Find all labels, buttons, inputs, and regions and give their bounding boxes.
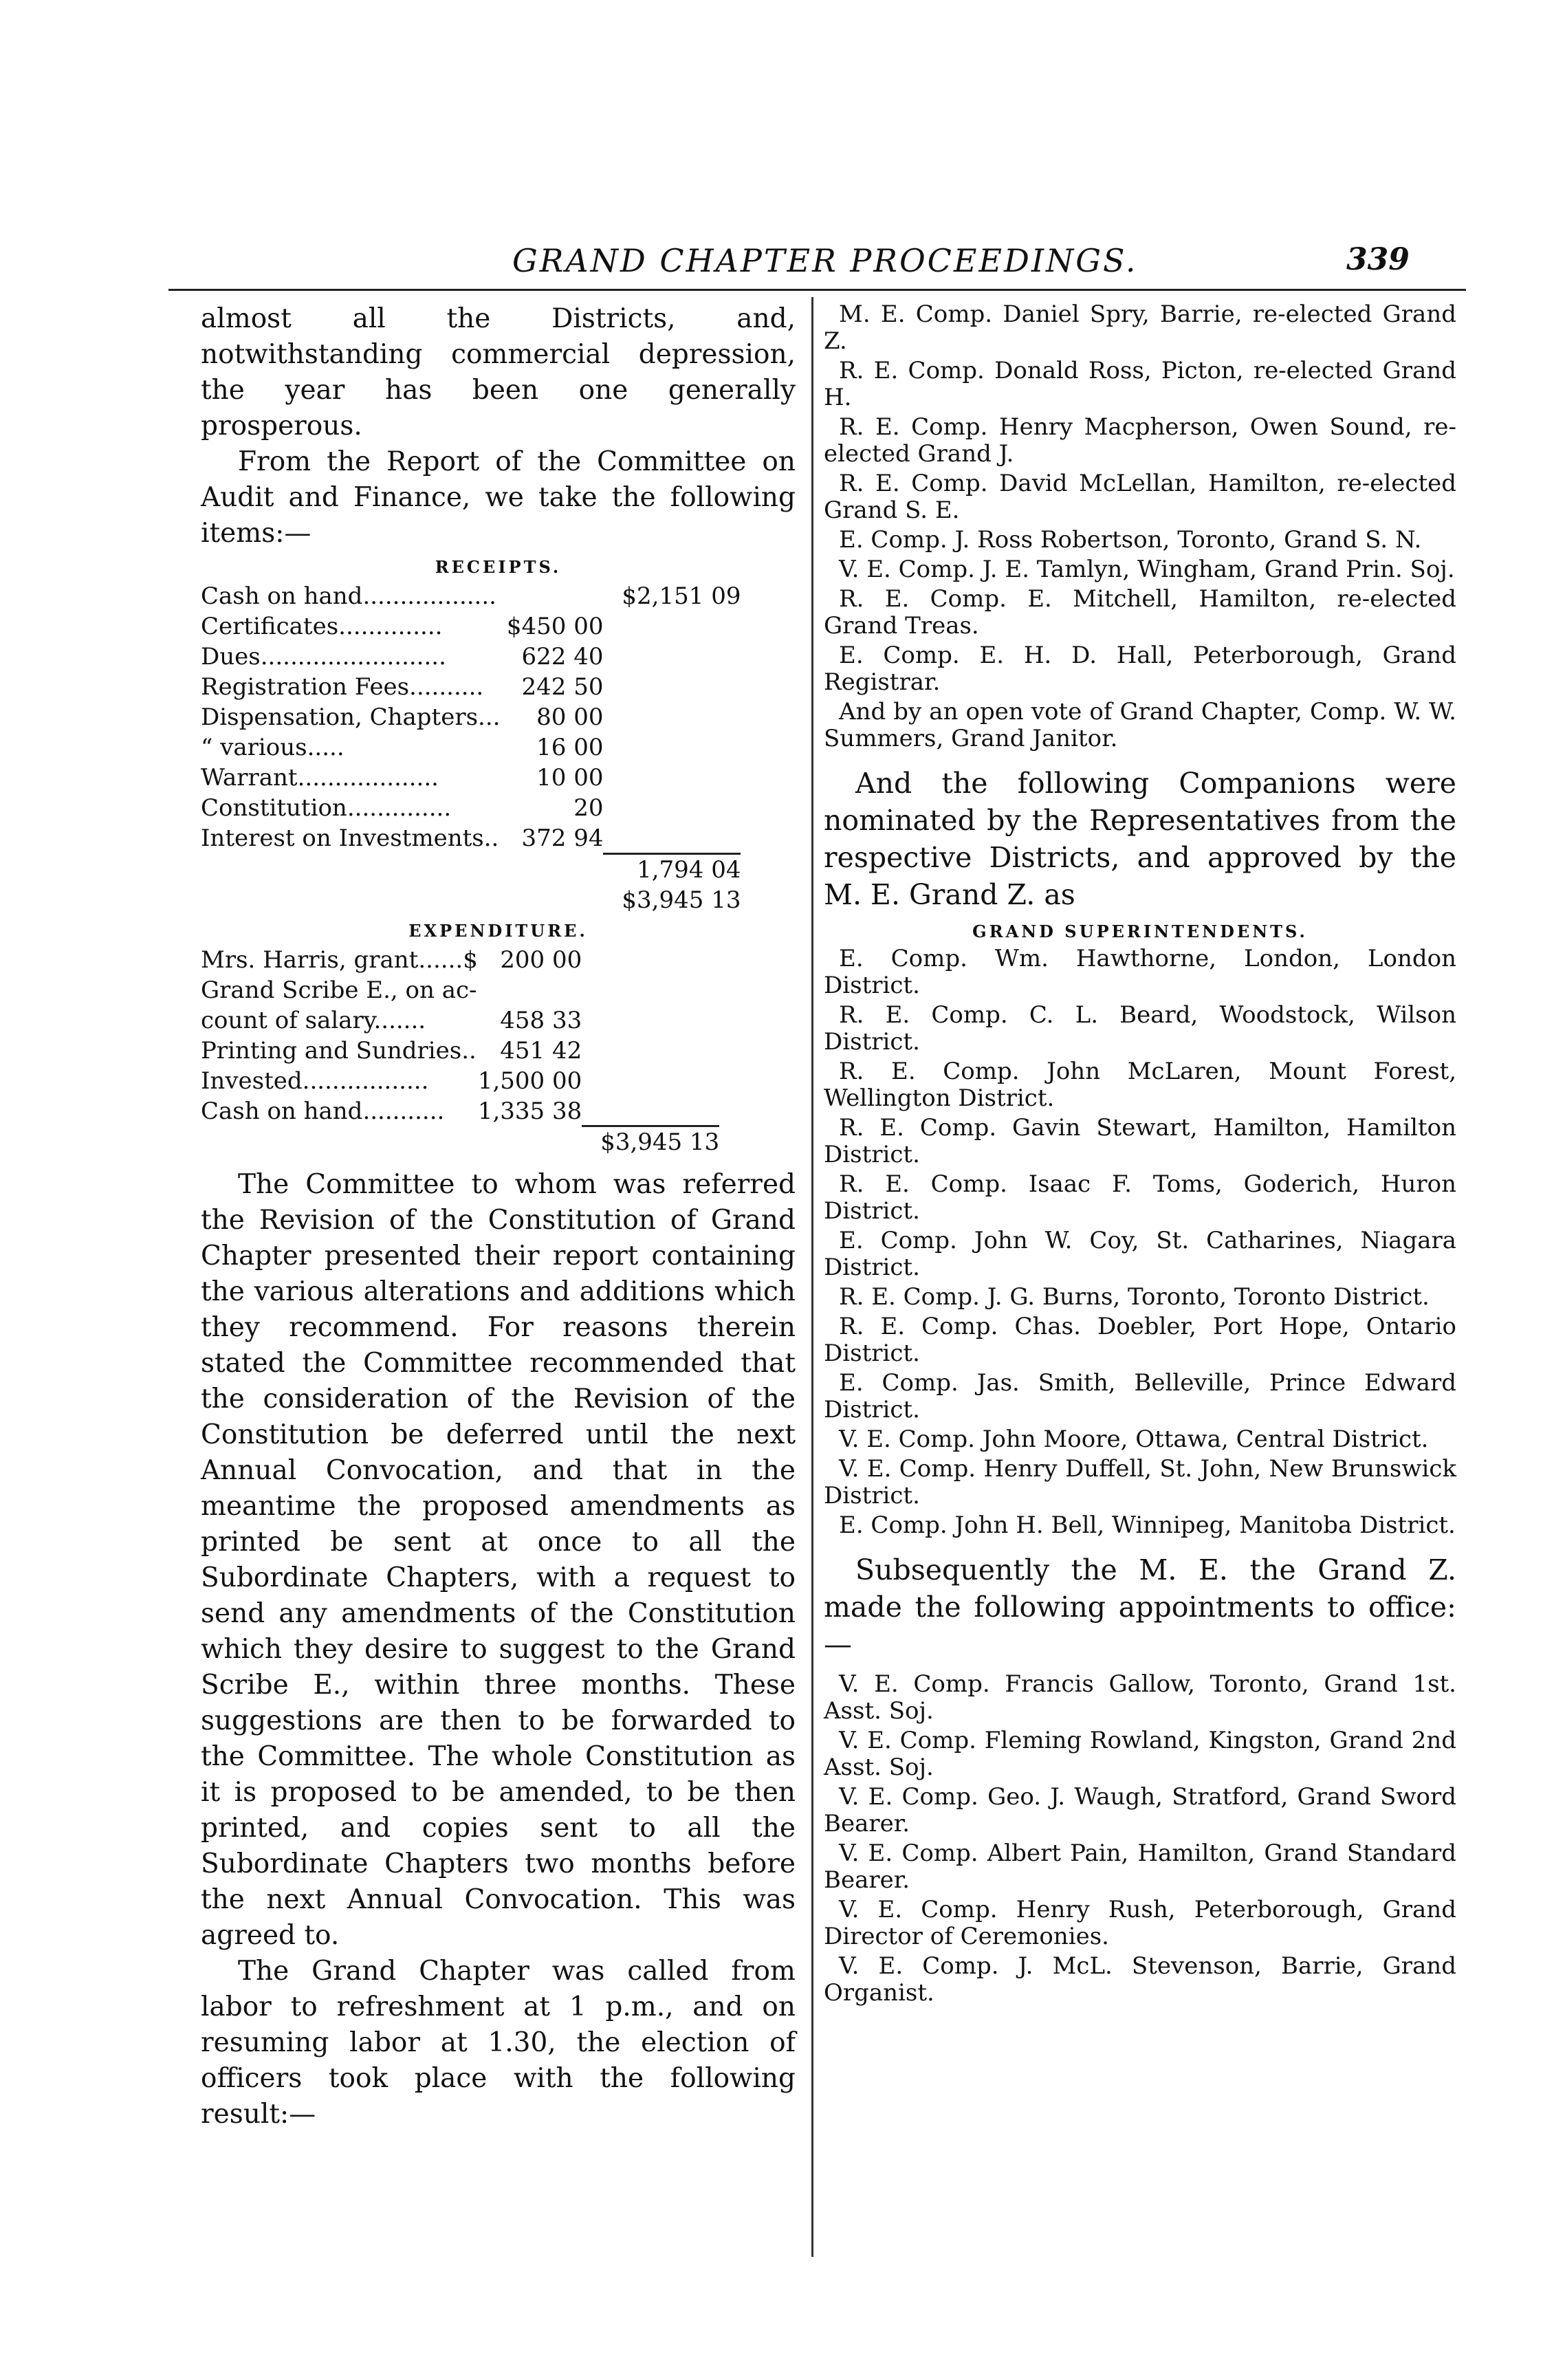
ledger-carried-amount: $2,151 09 bbox=[622, 582, 741, 610]
ledger-label: Grand Scribe E., on ac- bbox=[201, 976, 477, 1004]
ledger-row bbox=[201, 581, 741, 611]
ledger-label: Dispensation, Chapters... bbox=[201, 703, 501, 731]
ledger-amount bbox=[478, 975, 582, 1005]
left-paragraph-3: The Committee to whom was referred the Revision of the Constitution of Grand Chapter presented their report containing the various alterations and additions which they recommend. For reasons therein stated the Committee recommended that the consideration of the Revision of the Constitution be deferred until the next Annual Convocation, and that in the meantime the proposed amendments as printed be sent at once to all the Subordinate Chapters, with a request to send any amendments of the Constitution which they desire to suggest to the Grand Scribe E., within three months. These suggestions are then to be forwarded to the Committee. The whole Constitution as it is proposed to be amended, to be then printed, and copies sent to all the Subordinate Chapters two months before the next Annual Convocation. This was agreed to. bbox=[201, 1169, 796, 1951]
left-paragraph-2: From the Report of the Committee on Audit and Finance, we take the following items:— bbox=[201, 446, 796, 549]
ledger-label: Interest on Investments.. bbox=[201, 825, 499, 852]
receipts-heading: RECEIPTS. bbox=[435, 557, 562, 577]
ledger-row bbox=[201, 672, 741, 702]
superintendent-entry: R. E. Comp. John McLaren, Mount Forest, Wellington District. bbox=[824, 1058, 1456, 1112]
column-divider bbox=[811, 297, 813, 2257]
ledger-row bbox=[201, 823, 741, 853]
ledger-amount: 1,335 38 bbox=[477, 1097, 582, 1125]
ledger-carried-amount bbox=[603, 611, 741, 642]
officer-entry: R. E. Comp. Henry Macpherson, Owen Sound, re-elected Grand J. bbox=[824, 413, 1456, 468]
expenditure-table bbox=[201, 945, 719, 1158]
ledger-row bbox=[201, 945, 719, 975]
ledger-row bbox=[201, 732, 741, 763]
officer-entry: R. E. Comp. E. Mitchell, Hamilton, re-elected Grand Treas. bbox=[824, 585, 1456, 640]
appointment-entry: V. E. Comp. J. McL. Stevenson, Barrie, Grand Organist. bbox=[824, 1952, 1456, 2007]
officer-entry: V. E. Comp. J. E. Tamlyn, Wingham, Grand Prin. Soj. bbox=[839, 556, 1455, 583]
ledger-row bbox=[201, 1096, 719, 1126]
superintendent-entry: E. Comp. John W. Coy, St. Catharines, Niagara District. bbox=[824, 1227, 1456, 1281]
officer-entry: E. Comp. E. H. D. Hall, Peterborough, Grand Registrar. bbox=[824, 642, 1456, 696]
superintendent-entry: R. E. Comp. Isaac F. Toms, Goderich, Huron District. bbox=[824, 1170, 1456, 1225]
superintendents-list bbox=[824, 946, 1456, 1539]
right-column bbox=[824, 301, 1456, 2009]
superintendent-entry: R. E. Comp. Gavin Stewart, Hamilton, Hamilton District. bbox=[824, 1114, 1456, 1168]
officer-entry: E. Comp. J. Ross Robertson, Toronto, Grand S. N. bbox=[839, 526, 1422, 554]
superintendent-entry: E. Comp. Jas. Smith, Belleville, Prince Edward District. bbox=[824, 1369, 1456, 1423]
ledger-label: Warrant................... bbox=[201, 764, 439, 791]
ledger-carried-amount bbox=[603, 823, 741, 853]
header-rule bbox=[168, 289, 1466, 291]
ledger-amount: 16 00 bbox=[536, 734, 604, 761]
ledger-carried-amount bbox=[603, 672, 741, 702]
ledger-amount: 80 00 bbox=[536, 703, 604, 731]
appointment-entry: V. E. Comp. Francis Gallow, Toronto, Grand 1st. Asst. Soj. bbox=[824, 1670, 1456, 1725]
ledger-label: count of salary....... bbox=[201, 1006, 426, 1034]
ledger-amount: 451 42 bbox=[500, 1036, 582, 1065]
ledger-carried-amount bbox=[603, 793, 741, 823]
ledger-row bbox=[201, 1005, 719, 1036]
left-paragraph-4: The Grand Chapter was called from labor to refreshment at 1 p.m., and on resuming labor at 1.30, the election of officers took place with the following result:— bbox=[201, 1956, 796, 2130]
ledger-row bbox=[201, 793, 741, 823]
ledger-row bbox=[201, 763, 741, 793]
appointment-entry: V. E. Comp. Albert Pain, Hamilton, Grand Standard Bearer. bbox=[824, 1839, 1456, 1894]
officer-entry: M. E. Comp. Daniel Spry, Barrie, re-elected Grand Z. bbox=[824, 301, 1456, 355]
ledger-row bbox=[201, 975, 719, 1005]
ledger-amount: 372 94 bbox=[521, 825, 604, 852]
expenditure-total: $3,945 13 bbox=[582, 1126, 719, 1158]
receipts-total: $3,945 13 bbox=[622, 886, 741, 914]
ledger-label: Invested................. bbox=[201, 1067, 429, 1095]
ledger-label: Registration Fees.......... bbox=[201, 673, 484, 701]
superintendent-entry: V. E. Comp. Henry Duffell, St. John, New Brunswick District. bbox=[824, 1455, 1456, 1509]
ledger-row bbox=[201, 1036, 719, 1066]
superintendent-entry: R. E. Comp. Chas. Doebler, Port Hope, Ontario District. bbox=[824, 1313, 1456, 1367]
officer-entry: R. E. Comp. David McLellan, Hamilton, re-elected Grand S. E. bbox=[824, 470, 1456, 524]
ledger-amount: 10 00 bbox=[536, 764, 604, 791]
officers-list bbox=[824, 301, 1456, 752]
page-number: 339 bbox=[1346, 242, 1410, 277]
officer-entry: And by an open vote of Grand Chapter, Comp. W. W. Summers, Grand Janitor. bbox=[824, 698, 1456, 752]
ledger-label: Printing and Sundries.. bbox=[201, 1036, 477, 1065]
ledger-label: Cash on hand.................. bbox=[201, 582, 496, 610]
receipts-table bbox=[201, 581, 741, 915]
superintendent-entry: R. E. Comp. J. G. Burns, Toronto, Toronto District. bbox=[839, 1283, 1430, 1311]
superintendent-entry: R. E. Comp. C. L. Beard, Woodstock, Wilson District. bbox=[824, 1001, 1456, 1056]
appointment-entry: V. E. Comp. Geo. J. Waugh, Stratford, Grand Sword Bearer. bbox=[824, 1783, 1456, 1837]
ledger-label: Dues......................... bbox=[201, 643, 446, 670]
ledger-row bbox=[201, 642, 741, 672]
superintendent-entry: V. E. Comp. John Moore, Ottawa, Central District. bbox=[839, 1426, 1429, 1453]
ledger-label: Cash on hand........... bbox=[201, 1097, 445, 1125]
nominated-paragraph: And the following Companions were nominated by the Representatives from the respective Districts, and approved by the M. E. Grand Z. as bbox=[824, 767, 1456, 911]
appointment-entry: V. E. Comp. Fleming Rowland, Kingston, Grand 2nd Asst. Soj. bbox=[824, 1727, 1456, 1781]
ledger-amount: 458 33 bbox=[500, 1006, 582, 1034]
left-paragraph-1: almost all the Districts, and, notwithstanding commercial depression, the year has been one generally prosperous. bbox=[201, 303, 796, 441]
left-column bbox=[201, 301, 796, 2132]
ledger-amount: 242 50 bbox=[521, 673, 604, 701]
ledger-carried-amount bbox=[603, 642, 741, 672]
ledger-row bbox=[201, 611, 741, 642]
ledger-amount: 20 bbox=[573, 794, 604, 822]
ledger-amount: 200 00 bbox=[500, 946, 582, 974]
appointments-list bbox=[824, 1671, 1456, 2007]
ledger-row bbox=[201, 702, 741, 732]
superintendent-entry: E. Comp. Wm. Hawthorne, London, London District. bbox=[824, 945, 1456, 999]
ledger-amount: 622 40 bbox=[521, 643, 604, 670]
ledger-label: Constitution.............. bbox=[201, 794, 452, 822]
officer-entry: R. E. Comp. Donald Ross, Picton, re-elected Grand H. bbox=[824, 357, 1456, 411]
ledger-carried-amount bbox=[603, 702, 741, 732]
ledger-label: Certificates.............. bbox=[201, 613, 443, 640]
ledger-carried-amount bbox=[603, 763, 741, 793]
subsequently-paragraph: Subsequently the M. E. the Grand Z. made the following appointments to office:— bbox=[824, 1553, 1456, 1661]
running-head: GRAND CHAPTER PROCEEDINGS. bbox=[512, 242, 1138, 279]
ledger-label: “ various..... bbox=[201, 734, 344, 761]
ledger-carried-amount bbox=[603, 732, 741, 763]
ledger-label: Mrs. Harris, grant......$ bbox=[201, 946, 478, 974]
ledger-amount: 1,500 00 bbox=[477, 1067, 582, 1095]
superintendents-heading: GRAND SUPERINTENDENTS. bbox=[972, 921, 1308, 941]
ledger-row bbox=[201, 1066, 719, 1096]
superintendent-entry: E. Comp. John H. Bell, Winnipeg, Manitoba District. bbox=[839, 1511, 1456, 1539]
expenditure-heading: EXPENDITURE. bbox=[408, 920, 588, 941]
ledger-amount bbox=[500, 581, 603, 611]
receipts-subtotal: 1,794 04 bbox=[603, 853, 741, 885]
appointment-entry: V. E. Comp. Henry Rush, Peterborough, Grand Director of Ceremonies. bbox=[824, 1896, 1456, 1950]
ledger-amount: $450 00 bbox=[506, 613, 604, 640]
